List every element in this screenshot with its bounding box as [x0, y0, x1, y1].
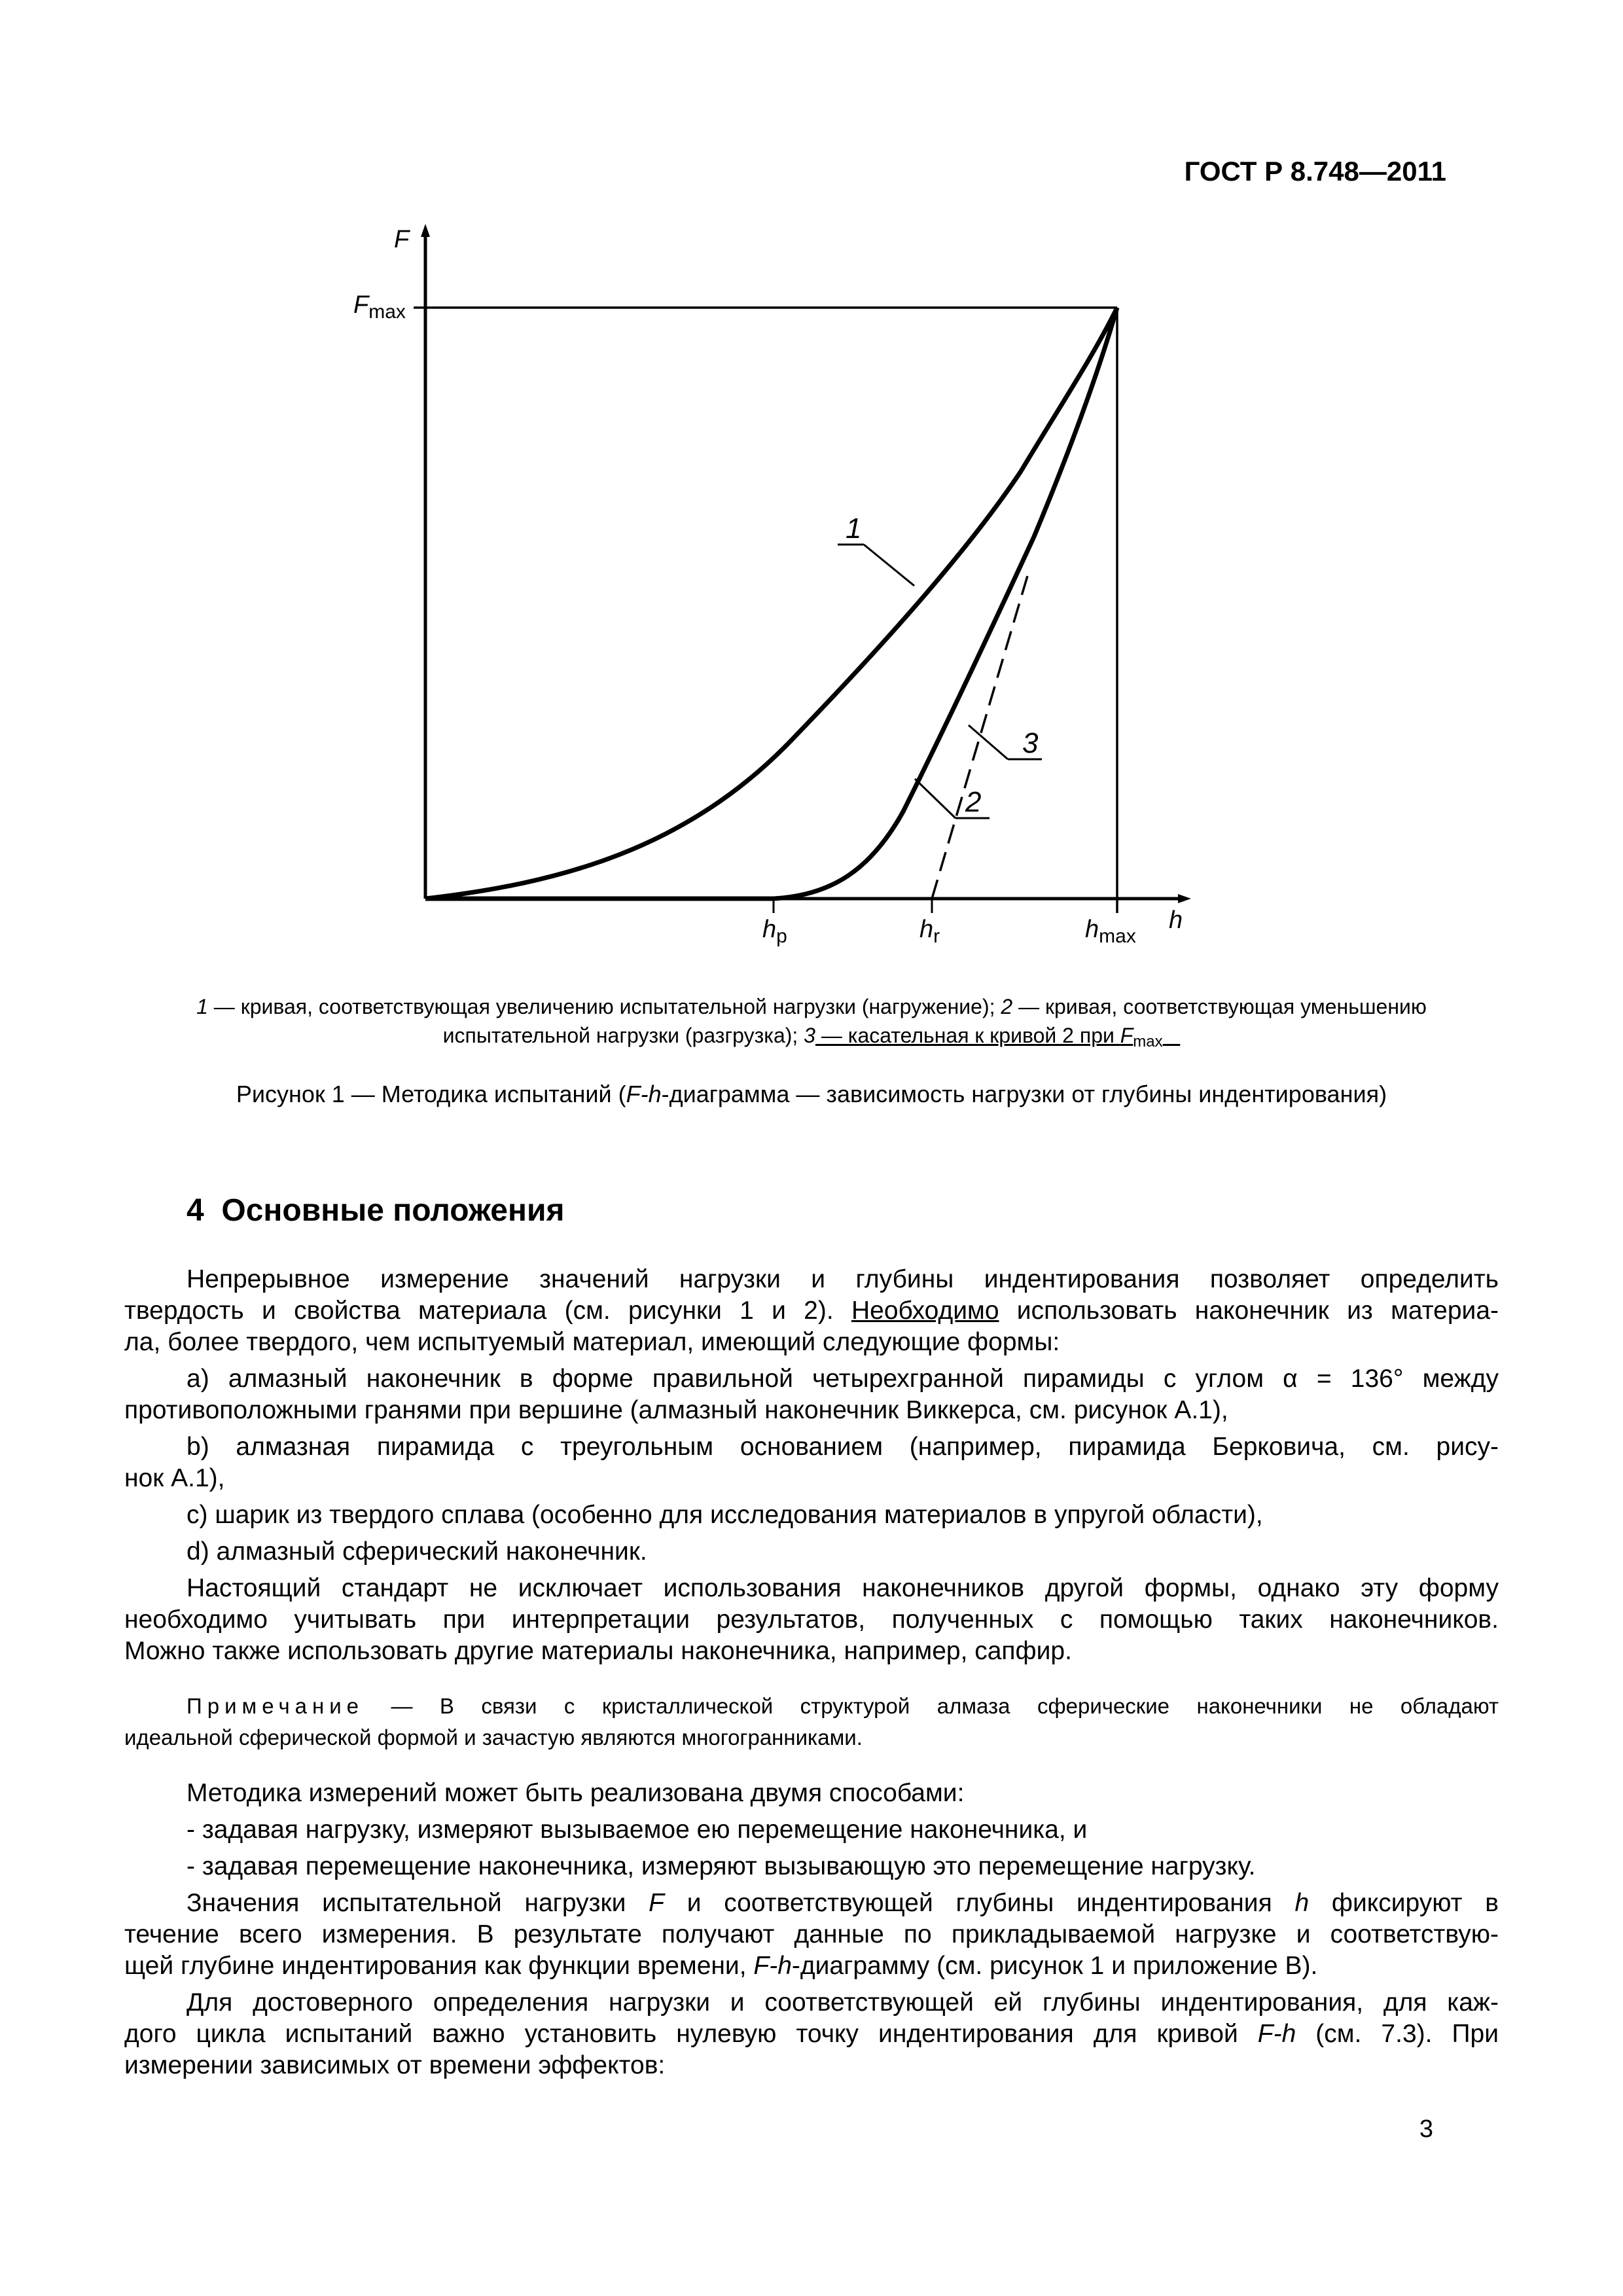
curve-1-leader	[864, 545, 914, 586]
hp-label: $h_p$	[762, 916, 787, 947]
list-item-d: d) алмазный сферический наконечник.	[187, 1537, 647, 1566]
y-axis-label: F	[394, 226, 410, 253]
curve-2-label: 2	[965, 786, 982, 818]
note-line-2: идеальной сферической формой и зачастую являются многогранниками.	[124, 1725, 863, 1749]
note: Примечание — В связи с кристаллической структурой алмаза сферические наконечники не обладают	[187, 1694, 1499, 1718]
tangent-line-3	[932, 576, 1027, 899]
curve-3-label: 3	[1022, 727, 1039, 759]
list-item-c: c) шарик из твердого сплава (особенно для исследования материалов в упругой области),	[187, 1501, 1263, 1529]
paragraph-4: Значения испытательной нагрузки F и соответствующей глубины индентирования h фиксируют в	[187, 1889, 1499, 1917]
loading-curve-1	[425, 308, 1117, 899]
paragraph-1-line-3: ла, более твердого, чем испытуемый материал, имеющий следующие формы:	[124, 1328, 1060, 1356]
figure-legend-line-2: испытательной нагрузки (разгрузка); 3 — касательная к кривой 2 при $F_{max}$	[442, 1024, 1163, 1050]
paragraph-4-line-2: течение всего измерения. В результате получают данные по прикладываемой нагрузке и соответствую-	[124, 1920, 1499, 1948]
dash-item-1: - задавая нагрузку, измеряют вызываемое ею перемещение наконечника, и	[187, 1816, 1088, 1844]
paragraph-1: Непрерывное измерение значений нагрузки и глубины индентирования позволяет определить	[187, 1265, 1499, 1293]
paragraph-2-line-3: Можно также использовать другие материалы наконечника, например, сапфир.	[124, 1637, 1072, 1665]
list-item-b: b) алмазная пирамида с треугольным основанием (например, пирамида Берковича, см. рису-	[187, 1433, 1499, 1461]
section-heading: 4 Основные положения	[187, 1193, 565, 1228]
paragraph-5-line-3: измерении зависимых от времени эффектов:	[124, 2051, 666, 2079]
curve-1-label: 1	[846, 512, 862, 545]
fmax-label: $F_{max}$	[353, 291, 406, 323]
paragraph-2-line-2: необходимо учитывать при интерпретации результатов, полученных с помощью таких наконечников.	[124, 1605, 1499, 1634]
figure-caption: Рисунок 1 — Методика испытаний (F-h-диаграмма — зависимость нагрузки от глубины индентирования)	[236, 1081, 1387, 1107]
hmax-label: $h_{max}$	[1085, 916, 1136, 947]
paragraph-5: Для достоверного определения нагрузки и соответствующей ей глубины индентирования, для каж-	[187, 1988, 1499, 2017]
document-code-header: ГОСТ Р 8.748—2011	[1184, 156, 1446, 187]
paragraph-5-line-2: дого цикла испытаний важно установить нулевую точку индентирования для кривой F-h (см. 7.3). При	[124, 2020, 1499, 2048]
paragraph-4-line-3: щей глубине индентирования как функции времени, F-h-диаграмму (см. рисунок 1 и приложение В).	[124, 1952, 1318, 1980]
list-item-b-line-2: нок А.1),	[124, 1464, 225, 1492]
fh-diagram	[0, 0, 1623, 969]
unloading-curve-2	[425, 308, 1117, 899]
figure-legend-line-1: 1 — кривая, соответствующая увеличению испытательной нагрузки (нагружение); 2 — кривая, соответствующая уменьшению	[196, 995, 1427, 1018]
hr-label: $h_r$	[919, 916, 940, 947]
page-number: 3	[1419, 2115, 1433, 2143]
dash-item-2: - задавая перемещение наконечника, измеряют вызывающую это перемещение нагрузку.	[187, 1852, 1256, 1880]
list-item-a: a) алмазный наконечник в форме правильной четырехгранной пирамиды с углом α = 136° между	[187, 1365, 1499, 1393]
paragraph-1-line-2: твердость и свойства материала (см. рисунки 1 и 2). Необходимо использовать наконечник из материа-	[124, 1297, 1499, 1325]
list-item-a-line-2: противоположными гранями при вершине (алмазный наконечник Виккерса, см. рисунок А.1),	[124, 1396, 1228, 1424]
paragraph-3: Методика измерений может быть реализована двумя способами:	[187, 1779, 965, 1807]
paragraph-2: Настоящий стандарт не исключает использования наконечников другой формы, однако эту форму	[187, 1574, 1499, 1602]
curve-2-leader	[915, 779, 955, 818]
x-axis-label: h	[1169, 906, 1183, 934]
